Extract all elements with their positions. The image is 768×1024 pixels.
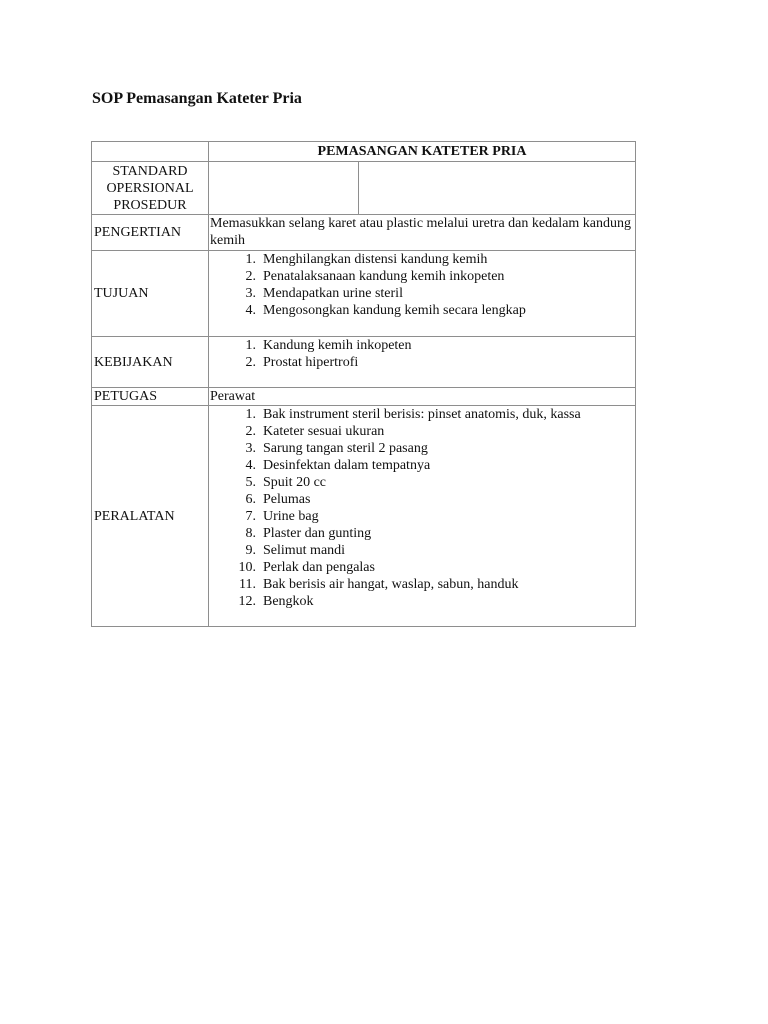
list-item: 2. Kateter sesuai ukuran (245, 424, 385, 439)
tujuan-content (209, 251, 636, 337)
peralatan-list (210, 406, 633, 610)
petugas-text: Perawat (209, 388, 636, 406)
kebijakan-label: KEBIJAKAN (92, 337, 209, 388)
list-item: 8. Plaster dan gunting (245, 526, 372, 541)
list-item: 1. Bak instrument steril berisis: pinset anatomis, duk, kassa (245, 407, 581, 422)
document-title: SOP Pemasangan Kateter Pria (92, 90, 302, 107)
sop-label-line: STANDARD (112, 164, 188, 179)
tujuan-list (210, 251, 633, 319)
sop-empty-box-right (359, 162, 636, 215)
list-item: 1. Kandung kemih inkopeten (245, 338, 412, 353)
list-item: 12. Bengkok (238, 594, 314, 609)
pengertian-row (92, 215, 636, 251)
list-item: 1. Menghilangkan distensi kandung kemih (245, 252, 488, 267)
list-item: 4. Desinfektan dalam tempatnya (245, 458, 431, 473)
sop-label-line: OPERSIONAL (106, 181, 194, 196)
list-item: 4. Mengosongkan kandung kemih secara lengkap (245, 303, 526, 318)
tujuan-label: TUJUAN (92, 251, 209, 337)
pengertian-label: PENGERTIAN (92, 215, 209, 251)
list-item: 5. Spuit 20 cc (245, 475, 326, 490)
list-item: 9. Selimut mandi (245, 543, 346, 558)
table-header-row (92, 142, 636, 162)
peralatan-row (92, 406, 636, 627)
petugas-row (92, 388, 636, 406)
kebijakan-row (92, 337, 636, 388)
table-header: PEMASANGAN KATETER PRIA (209, 142, 636, 162)
peralatan-content (209, 406, 636, 627)
list-item: 11. Bak berisis air hangat, waslap, sabun, handuk (239, 577, 519, 592)
sop-table (91, 141, 636, 627)
list-item: 6. Pelumas (245, 492, 311, 507)
tujuan-row (92, 251, 636, 337)
list-item: 10. Perlak dan pengalas (238, 560, 375, 575)
list-item: 2. Penatalaksanaan kandung kemih inkopeten (245, 269, 505, 284)
kebijakan-content (209, 337, 636, 388)
list-item: 7. Urine bag (245, 509, 319, 524)
sop-empty-box-left (209, 162, 359, 215)
sop-label-cell (92, 162, 209, 215)
list-item: 3. Mendapatkan urine steril (245, 286, 403, 301)
petugas-label: PETUGAS (92, 388, 209, 406)
sop-label-line: PROSEDUR (113, 198, 187, 213)
list-item: 3. Sarung tangan steril 2 pasang (245, 441, 428, 456)
pengertian-text: Memasukkan selang karet atau plastic melalui uretra dan kedalam kandung kemih (209, 215, 636, 251)
kebijakan-list (210, 337, 633, 371)
peralatan-label: PERALATAN (92, 406, 209, 627)
header-empty-cell (92, 142, 209, 162)
sop-row (92, 162, 636, 215)
list-item: 2. Prostat hipertrofi (245, 355, 359, 370)
